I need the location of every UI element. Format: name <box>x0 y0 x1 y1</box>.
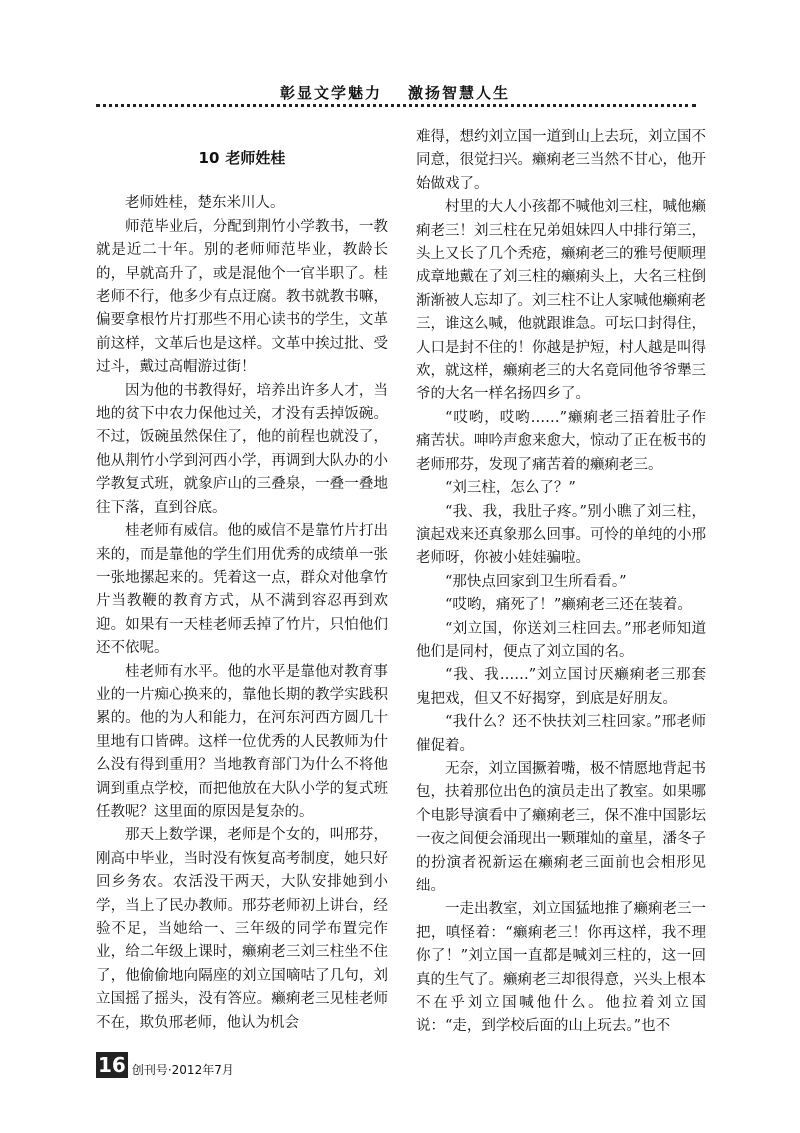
article-title <box>96 147 388 170</box>
article-title-text: 老师姓桂 <box>225 149 286 167</box>
paragraph: “我、我，我肚子疼。”别小瞧了刘三柱，演起戏来还真象那么回事。可怜的单纯的小邢老师呀，你被小娃娃骗啦。 <box>416 503 706 567</box>
paragraph: 那天上数学课，老师是个女的，叫邢芬，刚高中毕业，当时没有恢复高考制度，她只好回乡务农。农活没干两天，大队安排她到小学，当上了民办教师。邢芬老师初上讲台，经验不足，当她给一、三年级的同学布置完作业，给二年级上课时，癞痢老三刘三柱坐不住了，他偷偷地向隔座的刘立国嘀咕了几句，刘立国摇了摇头，没有答应。癞痢老三见桂老师不在，欺负邢老师，他认为机会 <box>96 827 388 1031</box>
paragraph: 无奈，刘立国撅着嘴，极不情愿地背起书包，扶着那位出色的演员走出了教室。如果哪个电影导演看中了癞痢老三，保不准中国影坛一夜之间便会涌现出一颗璀灿的童星，潘冬子的扮演者祝新运在癞痢老三面前也会相形见绌。 <box>416 760 706 894</box>
paragraph: 师范毕业后，分配到荆竹小学教书，一教就是近二十年。别的老师师范毕业，教龄长的，早就高升了，或是混他个一官半职了。桂老师不行，他多少有点迂腐。教书就教书嘛，偏要拿根竹片打那些不用心读书的学生，文革前这样，文革后也是这样。文革中挨过批、受过斗，戴过高帽游过街！ <box>96 218 388 376</box>
left-column <box>96 126 388 1035</box>
paragraph: “那快点回家到卫生所看看。” <box>445 573 627 590</box>
paragraph: “我什么？还不快扶刘三柱回家。”邢老师催促着。 <box>416 714 706 754</box>
header-divider <box>96 104 696 107</box>
page-footer <box>96 1052 234 1078</box>
right-column <box>416 126 706 1039</box>
header-slogan-left: 彰显文学魅力 <box>280 84 383 102</box>
paragraph-continued: 难得，想约刘立国一道到山上去玩，刘立国不同意，很觉扫兴。癞痢老三当然不甘心，他开始做戏了。 <box>416 129 706 192</box>
page-number: 16 <box>98 1053 126 1077</box>
paragraph: “我、我……”刘立国讨厌癞痢老三那套鬼把戏，但又不好揭穿，到底是好朋友。 <box>416 667 706 707</box>
paragraph: 村里的大人小孩都不喊他刘三柱，喊他癞痢老三！刘三柱在兄弟姐妹四人中排行第三，头上又长了几个秃疮，癞痢老三的雅号便顺理成章地戴在了刘三柱的癞痢头上，大名三柱倒渐渐被人忘却了。刘三柱不让人家喊他癞痢老三，谁这么喊，他就跟谁急。可坛口封得住，人口是封不住的！你越是护短，村人越是叫得欢，就这样，癞痢老三的大名竟同他爷爷犟三爷的大名一样名扬四乡了。 <box>416 199 706 403</box>
paragraph: “刘立国，你送刘三柱回去。”邢老师知道他们是同村，便点了刘立国的名。 <box>416 620 706 660</box>
paragraph: “哎哟，痛死了！”癞痢老三还在装着。 <box>445 597 692 614</box>
paragraph: 桂老师有水平。他的水平是靠他对教育事业的一片痴心换来的，靠他长期的教学实践积累的。他的为人和能力，在河东河西方圆几十里地有口皆碑。这样一位优秀的人民教师为什么没有得到重用？当地教育部门为什么不将他调到重点学校，而把他放在大队小学的复式班任教呢？这里面的原因是复杂的。 <box>96 663 388 820</box>
paragraph: 一走出教室，刘立国猛地推了癞痢老三一把，嗔怪着：“癞痢老三！你再这样，我不理你了！”刘立国一直都是喊刘三柱的，这一回真的生气了。癞痢老三却很得意，兴头上根本不在乎刘立国喊他什么。他拉着刘立国说：“走，到学校后面的山上玩去。”也不 <box>416 901 706 1035</box>
issue-info: 创刊号·2012年7月 <box>131 1063 234 1077</box>
article-number: 10 <box>198 149 220 167</box>
paragraph: “刘三柱，怎么了？” <box>445 480 576 497</box>
paragraph: 因为他的书教得好，培养出许多人才，当地的贫下中农力保他过关，才没有丢掉饭碗。不过，饭碗虽然保住了，他的前程也就没了，他从荆竹小学到河西小学，再调到大队办的小学教复式班，就象庐山的三叠泉，一叠一叠地往下落，直到谷底。 <box>96 382 388 516</box>
header-slogan <box>280 82 510 103</box>
paragraph: 桂老师有威信。他的威信不是靠竹片打出来的，而是靠他的学生们用优秀的成绩单一张一张地摞起来的。凭着这一点，群众对他拿竹片当教鞭的教育方式，从不满到容忍再到欢迎。如果有一天桂老师丢掉了竹片，只怕他们还不依呢。 <box>96 523 388 657</box>
paragraph: 老师姓桂，楚东米川人。 <box>125 195 285 212</box>
paragraph: “哎哟，哎哟……”癞痢老三捂着肚子作痛苦状。呻吟声愈来愈大，惊动了正在板书的老师邢芬，发现了痛苦着的癞痢老三。 <box>416 409 706 473</box>
header-slogan-right: 激扬智慧人生 <box>408 84 511 102</box>
